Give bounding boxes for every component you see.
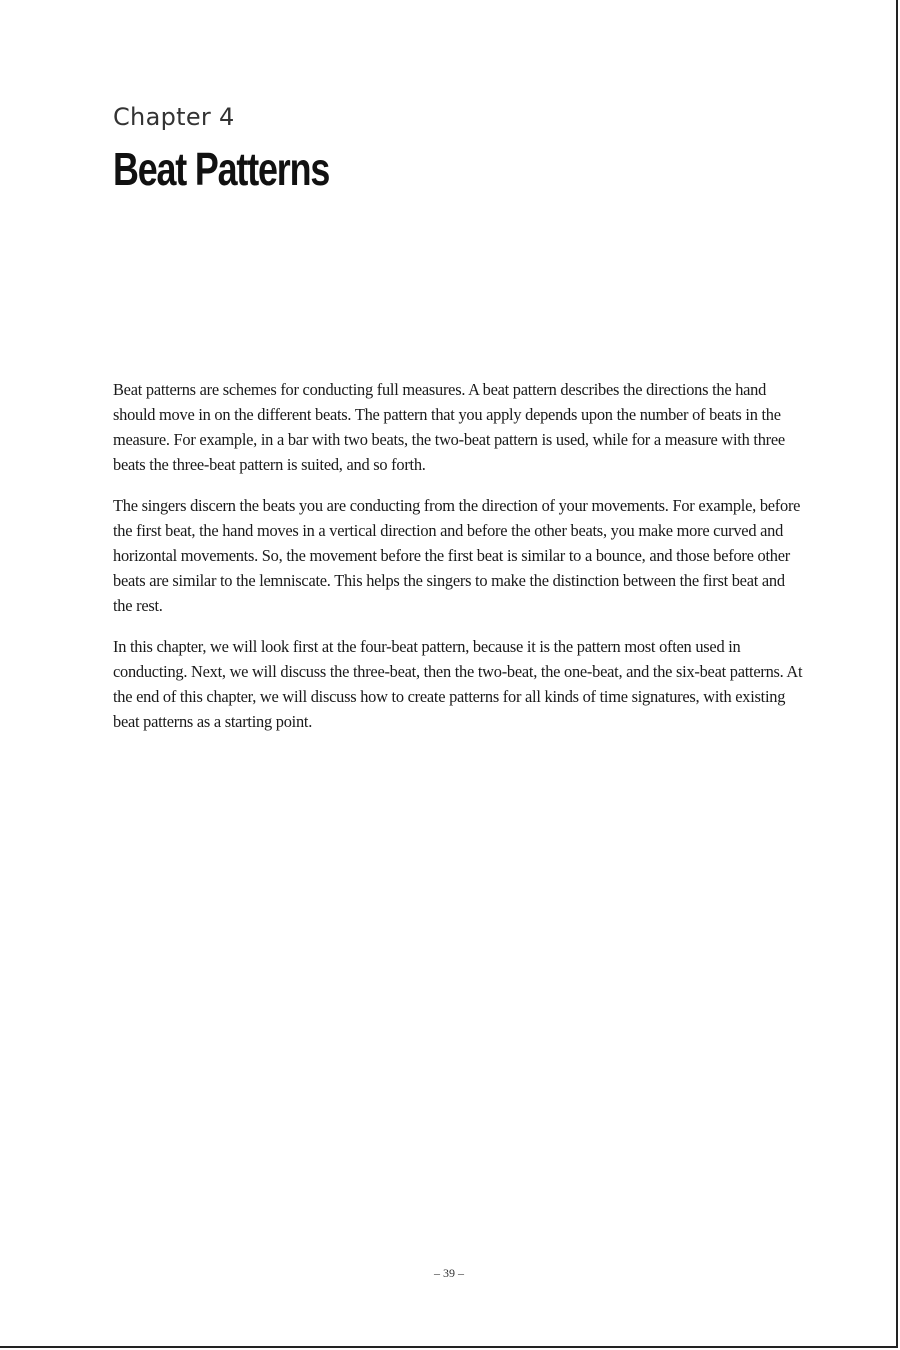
body-text	[113, 377, 803, 750]
chapter-title: Beat Patterns	[113, 143, 330, 195]
page-number: – 39 –	[434, 1266, 464, 1280]
paragraph-3: In this chapter, we will look first at the four-beat pattern, because it is the pattern most often used in conducting. Next, we will discuss the three-beat, then the two-beat, the one-beat, and the six-beat patterns. At the end of this chapter, we will discuss how to create patterns for all kinds of time signatures, with existing beat patterns as a starting point.	[113, 637, 803, 731]
paragraph-1: Beat patterns are schemes for conducting full measures. A beat pattern describes the directions the hand should move in on the different beats. The pattern that you apply depends upon the number of beats in the measure. For example, in a bar with two beats, the two-beat pattern is used, while for a measure with three beats the three-beat pattern is suited, and so forth.	[113, 380, 785, 474]
paragraph-2: The singers discern the beats you are conducting from the direction of your movements. For example, before the first beat, the hand moves in a vertical direction and before the other beats, you make more curved and horizontal movements. So, the movement before the first beat is similar to a bounce, and those before other beats are similar to the lemniscate. This helps the singers to make the distinction between the first beat and the rest.	[113, 496, 801, 615]
chapter-label: Chapter 4	[113, 103, 235, 131]
